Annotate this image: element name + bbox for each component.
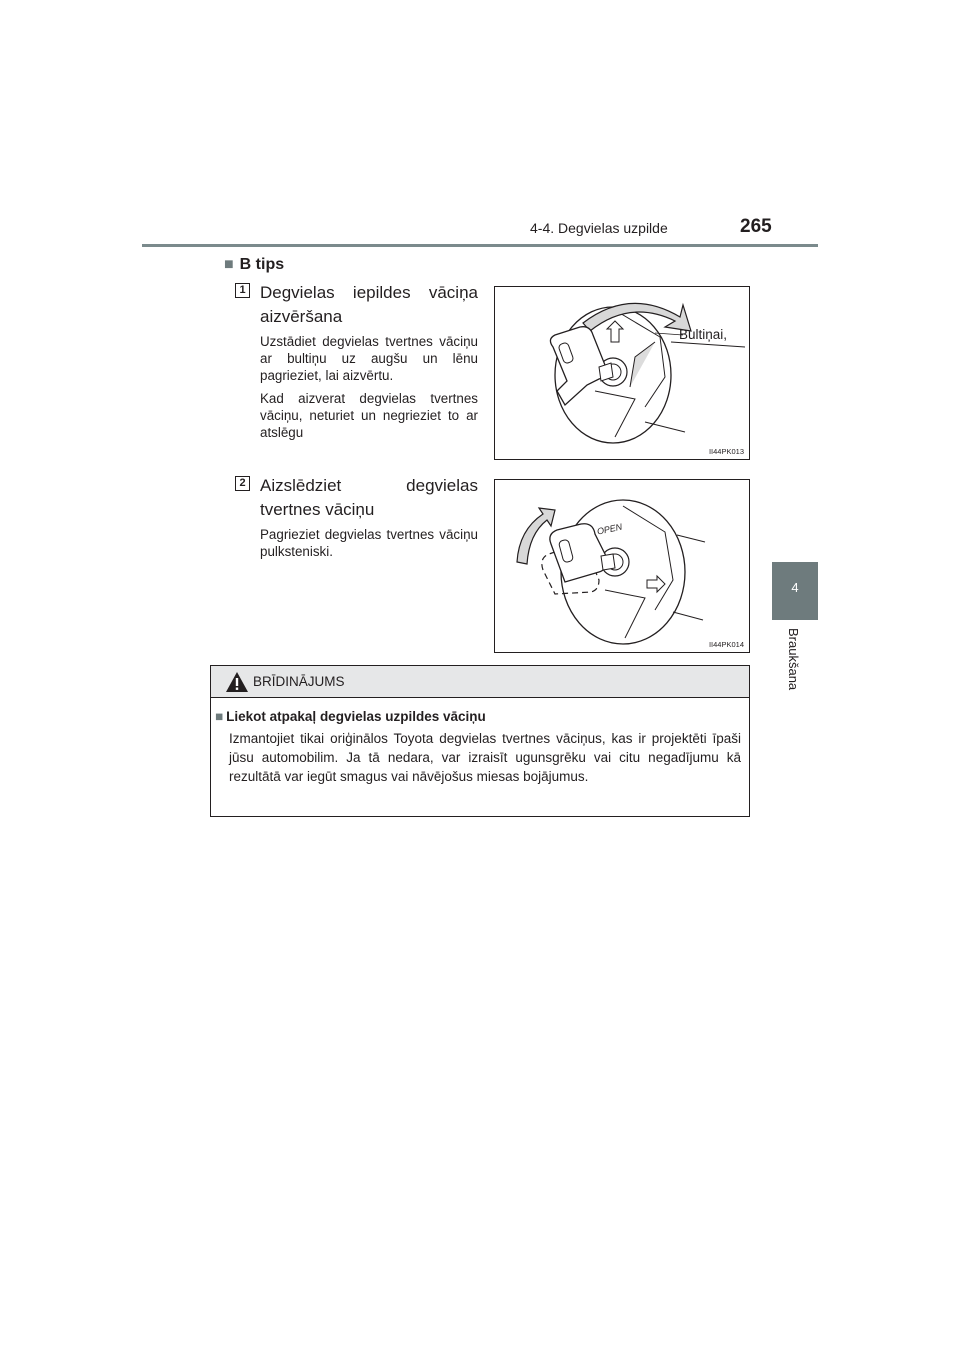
chapter-tab bbox=[772, 562, 818, 620]
step-1-paragraph: Uzstādiet degvielas tvertnes vāciņu ar bultiņu uz augšu un lēnu pagrieziet, lai aizvērtu. bbox=[260, 334, 478, 383]
figure-fuel-cap-closing bbox=[494, 286, 750, 460]
warning-subtitle-text: Liekot atpakaļ degvielas uzpildes vāciņu bbox=[226, 709, 486, 724]
step-1-title bbox=[260, 281, 478, 329]
warning-header bbox=[211, 666, 749, 698]
header-divider bbox=[142, 244, 818, 247]
figure-code: II44PK013 bbox=[708, 447, 744, 456]
figure-code: II44PK014 bbox=[708, 640, 744, 649]
step-2-title bbox=[260, 474, 478, 522]
fuel-cap-locking-illustration bbox=[495, 480, 751, 654]
section-title: B tips bbox=[239, 256, 285, 273]
section-heading bbox=[224, 256, 284, 274]
warning-triangle-icon bbox=[225, 671, 249, 693]
figure-fuel-cap-locking bbox=[494, 479, 750, 653]
fuel-cap-closing-illustration bbox=[495, 287, 751, 461]
figure-arrow-label: Bultiņai, bbox=[679, 327, 728, 342]
chapter-label: Braukšana bbox=[786, 628, 801, 691]
warning-box bbox=[210, 665, 750, 817]
step-1-paragraph: Kad aizverat degvielas tvertnes vāciņu, neturiet un negrieziet to ar atslēgu bbox=[260, 391, 478, 440]
step-1-number: 1 bbox=[235, 283, 250, 298]
header-section-title: 4-4. Degvielas uzpilde bbox=[530, 220, 668, 236]
step-1-title-line1: Degvielas iepildes vāciņa bbox=[260, 283, 478, 302]
page-number: 265 bbox=[740, 216, 772, 237]
step-2-body bbox=[260, 526, 478, 566]
step-2-number: 2 bbox=[235, 476, 250, 491]
warning-text: Izmantojiet tikai oriģinālos Toyota degvielas tvertnes vāciņus, kas ir projektēti īpaši jūsu automobilim. Ja tā nedara, var izraisīt ugunsgrēku vai citu negadījumu kā rezultātā var iegūt smagus vai nāvējošus miesas bojājumus. bbox=[229, 731, 741, 784]
step-2-title-line1: Aizslēdziet degvielas bbox=[260, 476, 478, 495]
step-2-title-line2: tvertnes vāciņu bbox=[260, 500, 375, 519]
warning-subtitle bbox=[215, 709, 486, 724]
section-marker: ■ bbox=[224, 256, 234, 273]
step-2-paragraph: Pagrieziet degvielas tvertnes vāciņu pulksteniski. bbox=[260, 527, 478, 559]
warning-title: BRĪDINĀJUMS bbox=[253, 674, 345, 689]
step-1-title-line2: aizvēršana bbox=[260, 307, 343, 326]
figure-open-label: OPEN bbox=[596, 521, 624, 537]
warning-marker: ■ bbox=[215, 709, 224, 724]
chapter-number: 4 bbox=[791, 580, 799, 595]
step-1-body bbox=[260, 333, 478, 447]
